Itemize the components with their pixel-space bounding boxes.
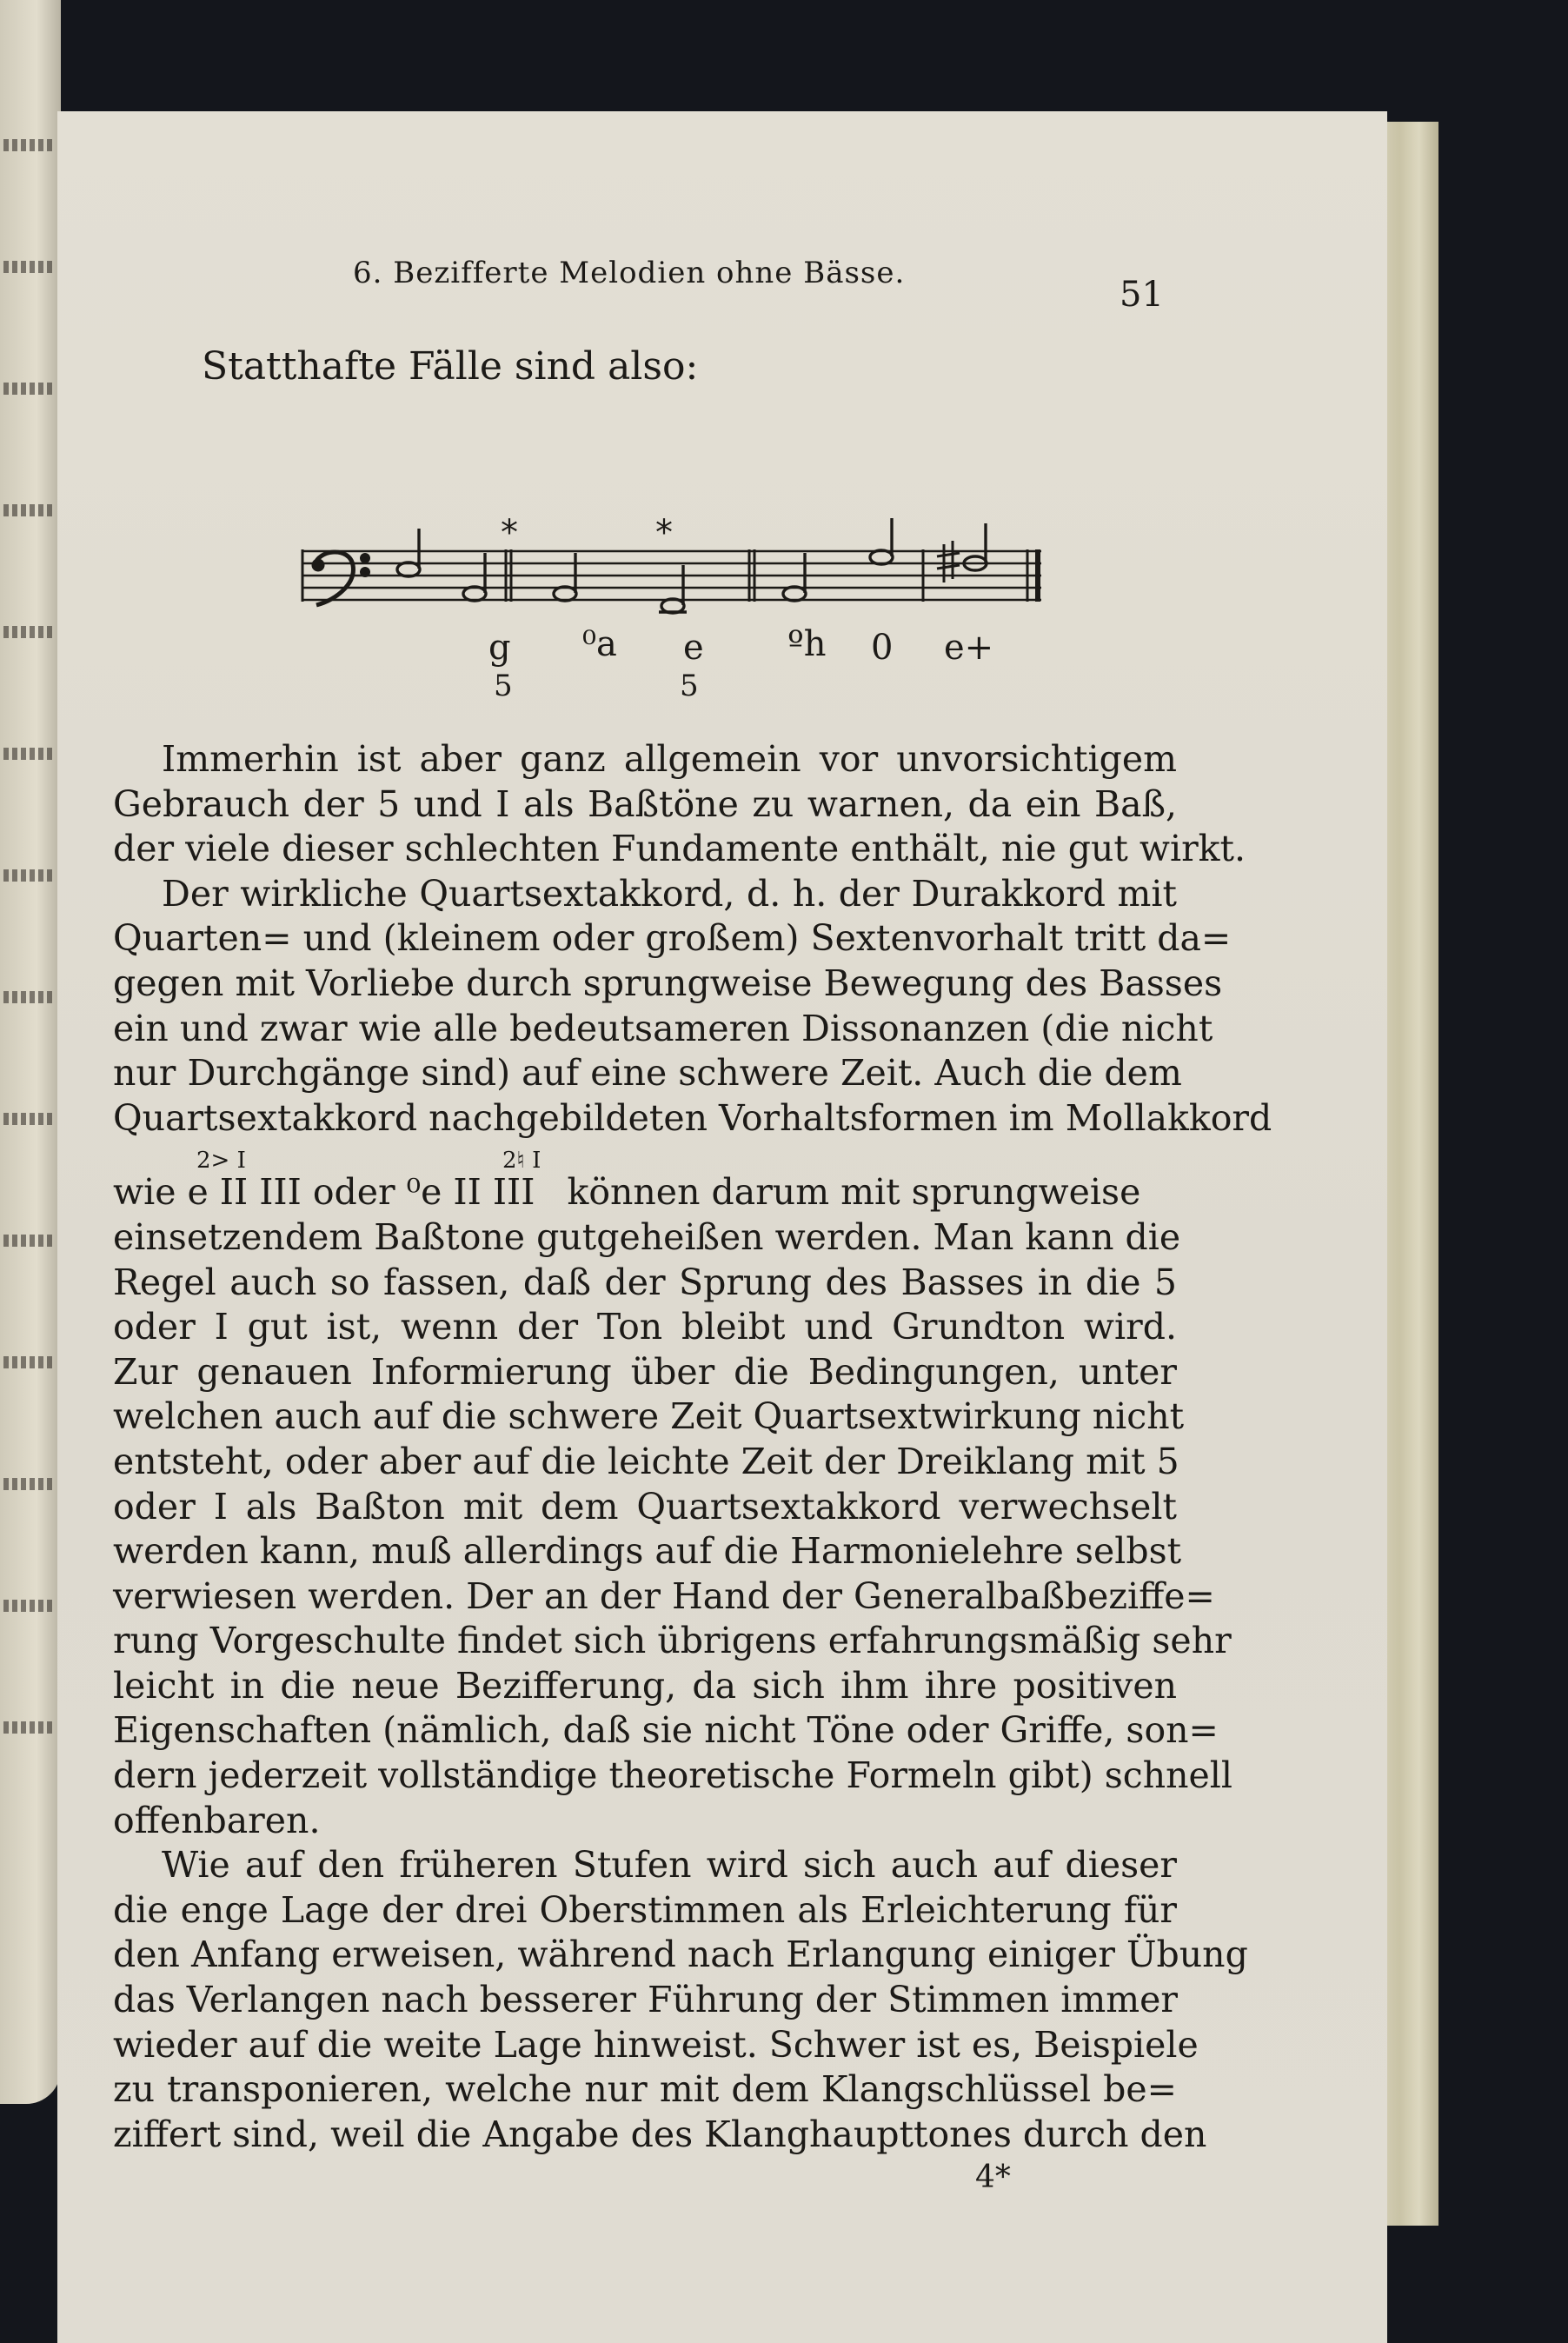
symbol-eplus: e+ <box>944 628 994 668</box>
facing-page-text-fragment <box>3 261 56 273</box>
notes <box>397 518 987 613</box>
facing-page-text-fragment <box>3 748 56 760</box>
asterisk-1: * <box>501 513 518 553</box>
facing-page-text-fragment <box>3 139 56 151</box>
text-line: Quarten= und (kleinem oder großem) Sextenvorhalt tritt da= <box>113 917 1232 960</box>
text-line: ein und zwar wie alle bedeutsameren Dissonanzen (die nicht <box>113 1007 1213 1049</box>
facing-page-text-fragment <box>3 626 56 638</box>
facing-page-text-fragment <box>3 1478 56 1490</box>
text-line: verwiesen werden. Der an der Hand der Generalbaßbeziffe= <box>113 1574 1215 1617</box>
text-line: wieder auf die weite Lage hinweist. Schwer ist es, Beispiele <box>113 2023 1199 2066</box>
text-line: oder I als Baßton mit dem Quartsextakkord verwechselt <box>113 1485 1177 1528</box>
symbol-oa: ⁰a <box>582 624 617 664</box>
music-example <box>179 372 1048 720</box>
symbol-e: e <box>683 628 704 668</box>
facing-page-text-fragment <box>3 1235 56 1247</box>
figure-line-part-2: können darum mit sprungweise <box>567 1171 1141 1214</box>
text-line: Eigenschaften (nämlich, daß sie nicht Töne oder Griffe, son= <box>113 1709 1219 1752</box>
bass-clef-icon <box>314 552 369 605</box>
text-line: werden kann, muß allerdings auf die Harmonielehre selbst <box>113 1530 1182 1573</box>
symbol-0: 0 <box>871 628 894 668</box>
text-line: Wie auf den früheren Stufen wird sich auch auf dieser <box>162 1844 1177 1887</box>
facing-page-text-fragment <box>3 504 56 516</box>
asterisk-2: * <box>655 513 673 553</box>
book-page <box>57 111 1387 2343</box>
facing-page-edge <box>0 0 61 2104</box>
figure-5-second: 5 <box>680 669 699 703</box>
text-line: Regel auch so fassen, daß der Sprung des Basses in die 5 <box>113 1261 1177 1303</box>
figure-text-line <box>113 1148 1177 1215</box>
facing-page-text-fragment <box>3 869 56 882</box>
facing-page-text-fragment <box>3 1356 56 1368</box>
text-line: Gebrauch der 5 und I als Baßtöne zu warnen, da ein Baß, <box>113 782 1177 825</box>
facing-page-text-fragment <box>3 1600 56 1612</box>
signature-mark: 4* <box>975 2160 1011 2195</box>
text-line: rung Vorgeschulte findet sich übrigens erfahrungsmäßig sehr <box>113 1620 1232 1662</box>
paragraph-2 <box>113 872 1272 1843</box>
text-line: offenbaren. <box>113 1799 321 1841</box>
text-line: welchen auch auf die schwere Zeit Quartsextwirkung nicht <box>113 1395 1185 1438</box>
facing-page-text-fragment <box>3 1113 56 1125</box>
paragraph-1 <box>113 737 1246 872</box>
figure-superscript-2: 2♮ I <box>502 1148 541 1175</box>
lead-sentence: Statthafte Fälle sind also: <box>202 344 699 389</box>
figure-superscript-1: 2> I <box>196 1148 246 1175</box>
text-line: dern jederzeit vollständige theoretische Formeln gibt) schnell <box>113 1754 1233 1797</box>
facing-page-text-fragment <box>3 1721 56 1734</box>
figure-line-part-1: wie e II III oder ⁰e II III <box>113 1171 535 1214</box>
text-line: das Verlangen nach besserer Führung der Stimmen immer <box>113 1979 1178 2021</box>
text-line: den Anfang erweisen, während nach Erlangung einiger Übung <box>113 1934 1248 1976</box>
facing-page-text-fragment <box>3 383 56 395</box>
text-line: die enge Lage der drei Oberstimmen als Erleichterung für <box>113 1888 1177 1931</box>
figure-5-first: 5 <box>494 669 513 703</box>
facing-page-text-fragment <box>3 991 56 1003</box>
text-line: gegen mit Vorliebe durch sprungweise Bewegung des Basses <box>113 962 1223 1004</box>
page-number: 51 <box>1120 275 1164 315</box>
text-line: entsteht, oder aber auf die leichte Zeit der Dreiklang mit 5 <box>113 1440 1179 1482</box>
body-text <box>113 737 1272 2157</box>
text-line: Der wirkliche Quartsextakkord, d. h. der Durakkord mit <box>162 872 1177 915</box>
symbol-oh: ºh <box>787 624 827 664</box>
symbol-g: g <box>488 628 511 668</box>
text-line: zu transponieren, welche nur mit dem Klangschlüssel be= <box>113 2068 1177 2111</box>
running-head: 6. Bezifferte Melodien ohne Bässe. <box>353 256 906 290</box>
paragraph-3 <box>113 1843 1248 2157</box>
text-line: Quartsextakkord nachgebildeten Vorhaltsformen im Mollakkord <box>113 1096 1272 1139</box>
text-line: Zur genauen Informierung über die Bedingungen, unter <box>113 1350 1177 1393</box>
text-line: nur Durchgänge sind) auf eine schwere Zeit. Auch die dem <box>113 1052 1182 1095</box>
text-line: der viele dieser schlechten Fundamente enthält, nie gut wirkt. <box>113 828 1246 870</box>
text-line: leicht in die neue Bezifferung, da sich ihm ihre positiven <box>113 1664 1177 1707</box>
text-line: ziffert sind, weil die Angabe des Klanghaupttones durch den <box>113 2113 1207 2155</box>
text-line: oder I gut ist, wenn der Ton bleibt und Grundton wird. <box>113 1306 1177 1348</box>
text-line: Immerhin ist aber ganz allgemein vor unvorsichtigem <box>162 738 1177 780</box>
text-line: einsetzendem Baßtone gutgeheißen werden. Man kann die <box>113 1215 1181 1258</box>
